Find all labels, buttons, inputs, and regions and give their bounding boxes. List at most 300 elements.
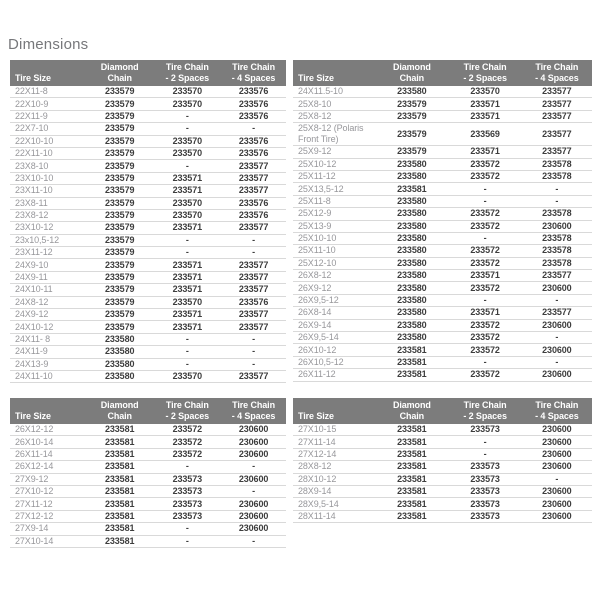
tire-size-cell: 23x10,5-12 — [10, 234, 86, 246]
tire-size-cell: 26X10,5-12 — [293, 356, 375, 368]
table-row — [293, 461, 592, 473]
diamond-chain-cell: 233580 — [86, 346, 154, 358]
tire-chain-4-spaces-cell: 230600 — [522, 485, 592, 497]
tire-chain-4-spaces-cell: 233577 — [221, 160, 286, 172]
tire-chain-2-spaces-cell: 233573 — [448, 424, 521, 436]
column-header-label: Chain — [399, 72, 425, 83]
table-row — [10, 535, 286, 547]
tire-chain-4-spaces-cell: 233576 — [221, 147, 286, 159]
tire-size-cell: 28X9-14 — [293, 485, 375, 497]
column-header-label: Chain — [107, 410, 132, 421]
column-header-label: Chain — [399, 410, 425, 421]
tire-size-cell: 26X9,5-12 — [293, 294, 375, 306]
table-row — [293, 498, 592, 510]
column-header-label: Tire Chain — [232, 400, 275, 410]
diamond-chain-cell: 233581 — [375, 485, 448, 497]
tire-chain-4-spaces-cell: 230600 — [522, 448, 592, 460]
table-row — [10, 259, 286, 271]
tire-chain-2-spaces-cell: 233571 — [448, 98, 521, 110]
tire-chain-4-spaces-cell: 233576 — [221, 110, 286, 122]
column-header-tire-chain-4-spaces — [522, 398, 592, 424]
column-header-label: Diamond — [392, 62, 431, 72]
diamond-chain-cell: 233581 — [375, 436, 448, 448]
tire-chain-4-spaces-cell: - — [221, 461, 286, 473]
diamond-chain-cell: 233580 — [86, 333, 154, 345]
tire-size-cell: 25X12-9 — [293, 208, 375, 220]
table-row — [10, 185, 286, 197]
tire-chain-4-spaces-cell: 233577 — [221, 271, 286, 283]
tire-chain-4-spaces-cell: 233578 — [522, 245, 592, 257]
table-row — [293, 356, 592, 368]
tire-chain-4-spaces-cell: 233578 — [522, 208, 592, 220]
tire-size-cell: 22X11-9 — [10, 110, 86, 122]
column-header-diamond-chain — [375, 398, 448, 424]
tire-chain-2-spaces-cell: 233573 — [448, 485, 521, 497]
tire-chain-4-spaces-cell: - — [522, 473, 592, 485]
tire-size-cell: 24X11-9 — [10, 346, 86, 358]
tire-chain-4-spaces-cell: 230600 — [221, 424, 286, 436]
tire-size-cell: 27X10-12 — [10, 485, 86, 497]
tire-chain-4-spaces-cell: 230600 — [522, 319, 592, 331]
diamond-chain-cell: 233581 — [375, 510, 448, 522]
table-row — [10, 110, 286, 122]
table-row — [293, 220, 592, 232]
tire-chain-2-spaces-cell: 233573 — [448, 461, 521, 473]
tire-chain-2-spaces-cell: 233570 — [154, 135, 222, 147]
tire-chain-2-spaces-cell: 233570 — [154, 147, 222, 159]
table-row — [10, 346, 286, 358]
tire-size-cell: 26X9-14 — [293, 319, 375, 331]
tire-chain-2-spaces-cell: 233572 — [448, 245, 521, 257]
tire-size-cell: 25X11-12 — [293, 170, 375, 182]
diamond-chain-cell: 233580 — [375, 282, 448, 294]
table-row — [293, 257, 592, 269]
tire-size-cell: 22X11-8 — [10, 86, 86, 98]
diamond-chain-cell: 233580 — [375, 232, 448, 244]
diamond-chain-cell: 233579 — [86, 259, 154, 271]
tire-size-cell: 27X11-14 — [293, 436, 375, 448]
diamond-chain-cell: 233581 — [86, 424, 154, 436]
table-row — [10, 485, 286, 497]
diamond-chain-cell: 233579 — [86, 247, 154, 259]
column-header-label: - 4 Spaces — [231, 72, 276, 83]
column-header-tire-chain-4-spaces — [221, 60, 286, 86]
column-header-label: Tire Size — [298, 72, 334, 83]
column-header-label: - 4 Spaces — [535, 72, 579, 83]
diamond-chain-cell: 233579 — [86, 209, 154, 221]
tire-chain-2-spaces-cell: 233571 — [154, 271, 222, 283]
tire-chain-2-spaces-cell: 233571 — [154, 309, 222, 321]
tire-size-cell: 23X10-12 — [10, 222, 86, 234]
tire-size-cell: 27X9-14 — [10, 523, 86, 535]
tire-chain-2-spaces-cell: 233571 — [448, 270, 521, 282]
tire-chain-4-spaces-cell: - — [522, 356, 592, 368]
tire-size-cell: 22X10-9 — [10, 98, 86, 110]
table-row — [293, 436, 592, 448]
tire-chain-4-spaces-cell: 233576 — [221, 209, 286, 221]
table-row — [293, 245, 592, 257]
tire-chain-2-spaces-cell: 233572 — [448, 344, 521, 356]
tire-size-cell: 24X9-12 — [10, 309, 86, 321]
tire-chain-2-spaces-cell: - — [154, 461, 222, 473]
column-header-label: Tire Size — [15, 410, 51, 421]
column-header-label: - 4 Spaces — [231, 410, 276, 421]
tire-size-cell: 26X8-14 — [293, 307, 375, 319]
diamond-chain-cell: 233581 — [375, 461, 448, 473]
table-row — [10, 370, 286, 382]
tire-chain-4-spaces-cell: - — [522, 332, 592, 344]
column-header-label: - 2 Spaces — [165, 410, 210, 421]
column-header-label: Tire Chain — [535, 62, 579, 72]
table-row — [10, 358, 286, 370]
tire-size-cell: 25X10-10 — [293, 232, 375, 244]
column-header-diamond-chain — [86, 60, 154, 86]
tire-chain-4-spaces-cell: 230600 — [522, 510, 592, 522]
tire-chain-2-spaces-cell: - — [448, 294, 521, 306]
table-row — [293, 183, 592, 195]
tire-size-cell: 26X11-14 — [10, 448, 86, 460]
tire-chain-4-spaces-cell: - — [221, 535, 286, 547]
tire-chain-4-spaces-cell: 233577 — [221, 222, 286, 234]
diamond-chain-cell: 233579 — [86, 135, 154, 147]
table-row — [10, 296, 286, 308]
table-row — [293, 110, 592, 122]
diamond-chain-cell: 233581 — [86, 485, 154, 497]
diamond-chain-cell: 233581 — [375, 498, 448, 510]
table-row — [10, 284, 286, 296]
diamond-chain-cell: 233579 — [375, 98, 448, 110]
table-row — [10, 234, 286, 246]
tire-chain-2-spaces-cell: - — [448, 356, 521, 368]
tire-chain-4-spaces-cell: 233577 — [522, 110, 592, 122]
tire-chain-2-spaces-cell: - — [154, 535, 222, 547]
tire-size-cell: 26X10-14 — [10, 436, 86, 448]
column-header-tire-size — [293, 60, 375, 86]
table-row — [10, 172, 286, 184]
tire-chain-4-spaces-cell: - — [221, 123, 286, 135]
table-row — [10, 473, 286, 485]
tire-chain-4-spaces-cell: 233578 — [522, 158, 592, 170]
diamond-chain-cell: 233580 — [375, 270, 448, 282]
table-row — [10, 147, 286, 159]
table-row — [10, 333, 286, 345]
tire-chain-2-spaces-cell: - — [154, 358, 222, 370]
tire-chain-2-spaces-cell: 233572 — [448, 208, 521, 220]
diamond-chain-cell: 233581 — [86, 510, 154, 522]
tire-chain-2-spaces-cell: 233572 — [448, 332, 521, 344]
tire-size-cell: 27X12-12 — [10, 510, 86, 522]
tire-size-cell: 24X10-12 — [10, 321, 86, 333]
tire-size-cell: 27X10-15 — [293, 424, 375, 436]
tire-size-cell: 28X10-12 — [293, 473, 375, 485]
table-row — [10, 461, 286, 473]
tire-chain-2-spaces-cell: - — [448, 183, 521, 195]
tire-size-cell: 26X12-12 — [10, 424, 86, 436]
tire-chain-2-spaces-cell: - — [154, 160, 222, 172]
tire-chain-2-spaces-cell: 233571 — [154, 172, 222, 184]
tire-chain-2-spaces-cell: 233571 — [154, 185, 222, 197]
tire-size-cell: 24X9-10 — [10, 259, 86, 271]
tire-chain-4-spaces-cell: 233576 — [221, 296, 286, 308]
column-header-label: Tire Chain — [463, 62, 507, 72]
tire-chain-2-spaces-cell: 233570 — [154, 296, 222, 308]
table-row — [293, 473, 592, 485]
column-header-label: Tire Chain — [232, 62, 275, 72]
tire-chain-2-spaces-cell: 233571 — [448, 146, 521, 158]
column-header-diamond-chain — [86, 398, 154, 424]
diamond-chain-cell: 233579 — [86, 160, 154, 172]
table-header-row — [293, 60, 592, 86]
diamond-chain-cell: 233580 — [375, 332, 448, 344]
column-header-label: Diamond — [100, 400, 139, 410]
tire-chain-2-spaces-cell: 233573 — [448, 473, 521, 485]
tire-chain-2-spaces-cell: 233570 — [154, 370, 222, 382]
tire-chain-4-spaces-cell: 230600 — [522, 436, 592, 448]
table-row — [10, 424, 286, 436]
tire-size-cell: 24X8-12 — [10, 296, 86, 308]
tire-size-cell: 25X12-10 — [293, 257, 375, 269]
table-row — [10, 247, 286, 259]
tire-size-cell: 24X11-10 — [10, 370, 86, 382]
table-row — [293, 485, 592, 497]
table-row — [293, 282, 592, 294]
diamond-chain-cell: 233579 — [86, 197, 154, 209]
tire-chain-4-spaces-cell: - — [221, 358, 286, 370]
tire-chain-2-spaces-cell: 233572 — [448, 220, 521, 232]
tire-chain-2-spaces-cell: 233572 — [448, 319, 521, 331]
tire-chain-2-spaces-cell: 233571 — [448, 110, 521, 122]
table-row — [10, 123, 286, 135]
table-row — [293, 146, 592, 158]
tire-chain-2-spaces-cell: 233570 — [154, 98, 222, 110]
column-header-label: Tire Chain — [535, 400, 579, 410]
column-header-label: Tire Chain — [165, 62, 209, 72]
tire-chain-4-spaces-cell: 233576 — [221, 197, 286, 209]
tire-size-cell: 24X13-9 — [10, 358, 86, 370]
table-row — [293, 170, 592, 182]
diamond-chain-cell: 233581 — [86, 448, 154, 460]
tire-chain-2-spaces-cell: 233573 — [154, 473, 222, 485]
table-row — [293, 294, 592, 306]
tire-chain-2-spaces-cell: - — [154, 110, 222, 122]
column-header-tire-chain-2-spaces — [448, 398, 521, 424]
tire-size-cell: 26X10-12 — [293, 344, 375, 356]
tire-chain-2-spaces-cell: 233573 — [154, 510, 222, 522]
tire-size-cell: 25X8-12 (Polaris Front Tire) — [293, 123, 375, 146]
table-row — [293, 448, 592, 460]
tire-chain-2-spaces-cell: - — [448, 436, 521, 448]
diamond-chain-cell: 233579 — [86, 123, 154, 135]
table-row — [293, 158, 592, 170]
diamond-chain-cell: 233579 — [86, 296, 154, 308]
tire-size-cell: 24X11- 8 — [10, 333, 86, 345]
tire-chain-4-spaces-cell: 233578 — [522, 170, 592, 182]
tire-chain-4-spaces-cell: 233577 — [221, 284, 286, 296]
column-header-label: Tire Chain — [463, 400, 507, 410]
table-row — [293, 208, 592, 220]
table-header-row — [293, 398, 592, 424]
tire-chain-2-spaces-cell: 233572 — [154, 448, 222, 460]
tire-size-cell: 25X13-9 — [293, 220, 375, 232]
tire-size-cell: 25X10-12 — [293, 158, 375, 170]
tire-size-cell: 26X9-12 — [293, 282, 375, 294]
diamond-chain-cell: 233579 — [86, 321, 154, 333]
table-row — [293, 510, 592, 522]
table-row — [293, 86, 592, 98]
tire-chain-4-spaces-cell: 233576 — [221, 135, 286, 147]
tire-chain-4-spaces-cell: 230600 — [221, 473, 286, 485]
tire-chain-4-spaces-cell: 230600 — [221, 523, 286, 535]
table-row — [10, 510, 286, 522]
tire-size-cell: 26X12-14 — [10, 461, 86, 473]
diamond-chain-cell: 233581 — [375, 448, 448, 460]
table-header-row — [10, 60, 286, 86]
tire-chain-2-spaces-cell: - — [154, 234, 222, 246]
diamond-chain-cell: 233581 — [86, 436, 154, 448]
tire-size-cell: 23X11-10 — [10, 185, 86, 197]
tire-chain-4-spaces-cell: 233577 — [221, 172, 286, 184]
tire-size-cell: 26X8-12 — [293, 270, 375, 282]
tire-chain-4-spaces-cell: 230600 — [522, 369, 592, 381]
table-row — [293, 195, 592, 207]
tire-size-cell: 22X7-10 — [10, 123, 86, 135]
tire-size-cell: 25X13,5-12 — [293, 183, 375, 195]
column-header-label: Tire Chain — [165, 400, 209, 410]
diamond-chain-cell: 233581 — [375, 369, 448, 381]
tire-chain-2-spaces-cell: 233572 — [448, 257, 521, 269]
column-header-label: Tire Size — [15, 72, 51, 83]
diamond-chain-cell: 233581 — [86, 473, 154, 485]
tire-chain-2-spaces-cell: - — [154, 247, 222, 259]
tire-chain-4-spaces-cell: - — [221, 234, 286, 246]
column-header-tire-chain-2-spaces — [448, 60, 521, 86]
tire-chain-2-spaces-cell: - — [448, 195, 521, 207]
tire-size-cell: 25X9-12 — [293, 146, 375, 158]
table-row — [293, 332, 592, 344]
diamond-chain-cell: 233579 — [86, 234, 154, 246]
diamond-chain-cell: 233581 — [86, 523, 154, 535]
diamond-chain-cell: 233579 — [375, 110, 448, 122]
tire-size-cell: 23X8-12 — [10, 209, 86, 221]
table-row — [10, 271, 286, 283]
tire-chain-4-spaces-cell: 233577 — [522, 98, 592, 110]
tire-chain-2-spaces-cell: 233572 — [448, 282, 521, 294]
tire-chain-4-spaces-cell: - — [221, 485, 286, 497]
diamond-chain-cell: 233580 — [375, 86, 448, 98]
column-header-tire-chain-2-spaces — [154, 398, 222, 424]
diamond-chain-cell: 233580 — [375, 158, 448, 170]
diamond-chain-cell: 233580 — [375, 245, 448, 257]
dimensions-table-top-right — [293, 60, 592, 382]
tire-chain-4-spaces-cell: 230600 — [221, 436, 286, 448]
table-row — [10, 498, 286, 510]
diamond-chain-cell: 233579 — [375, 146, 448, 158]
column-header-label: - 2 Spaces — [463, 410, 507, 421]
tire-chain-2-spaces-cell: 233570 — [154, 209, 222, 221]
tire-chain-2-spaces-cell: 233571 — [154, 259, 222, 271]
diamond-chain-cell: 233580 — [375, 170, 448, 182]
tire-size-cell: 25X11-10 — [293, 245, 375, 257]
table-row — [293, 319, 592, 331]
tire-chain-4-spaces-cell: 230600 — [522, 461, 592, 473]
tire-chain-2-spaces-cell: 233570 — [448, 86, 521, 98]
tire-size-cell: 27X11-12 — [10, 498, 86, 510]
column-header-tire-size — [293, 398, 375, 424]
column-header-tire-size — [10, 398, 86, 424]
tire-chain-2-spaces-cell: - — [154, 123, 222, 135]
tire-chain-2-spaces-cell: - — [448, 232, 521, 244]
diamond-chain-cell: 233580 — [375, 257, 448, 269]
table-row — [293, 369, 592, 381]
tire-size-cell: 26X11-12 — [293, 369, 375, 381]
tire-size-cell: 24X10-11 — [10, 284, 86, 296]
diamond-chain-cell: 233579 — [375, 123, 448, 146]
tire-size-cell: 23X11-12 — [10, 247, 86, 259]
tire-chain-2-spaces-cell: 233571 — [154, 321, 222, 333]
page-title: Dimensions — [8, 36, 89, 53]
tire-chain-4-spaces-cell: 233576 — [221, 98, 286, 110]
tire-size-cell: 22X11-10 — [10, 147, 86, 159]
tire-chain-2-spaces-cell: 233573 — [448, 510, 521, 522]
diamond-chain-cell: 233579 — [86, 271, 154, 283]
diamond-chain-cell: 233581 — [375, 183, 448, 195]
column-header-label: Chain — [107, 72, 132, 83]
diamond-chain-cell: 233579 — [86, 86, 154, 98]
column-header-tire-chain-2-spaces — [154, 60, 222, 86]
diamond-chain-cell: 233581 — [86, 498, 154, 510]
tire-chain-2-spaces-cell: 233572 — [448, 158, 521, 170]
table-row — [293, 98, 592, 110]
tire-size-cell: 25X11-8 — [293, 195, 375, 207]
column-header-label: - 2 Spaces — [165, 72, 210, 83]
tire-chain-4-spaces-cell: 233577 — [522, 270, 592, 282]
diamond-chain-cell: 233579 — [86, 185, 154, 197]
diamond-chain-cell: 233580 — [375, 307, 448, 319]
tire-chain-4-spaces-cell: 233577 — [221, 259, 286, 271]
tire-size-cell: 26X9,5-14 — [293, 332, 375, 344]
tire-chain-4-spaces-cell: 233577 — [221, 309, 286, 321]
tire-chain-2-spaces-cell: 233571 — [154, 284, 222, 296]
tire-chain-2-spaces-cell: 233570 — [154, 86, 222, 98]
diamond-chain-cell: 233579 — [86, 172, 154, 184]
tire-chain-2-spaces-cell: 233570 — [154, 197, 222, 209]
table-row — [10, 209, 286, 221]
table-row — [10, 222, 286, 234]
tire-chain-2-spaces-cell: - — [154, 346, 222, 358]
diamond-chain-cell: 233579 — [86, 284, 154, 296]
table-row — [293, 123, 592, 146]
diamond-chain-cell: 233579 — [86, 222, 154, 234]
tire-chain-4-spaces-cell: 230600 — [221, 498, 286, 510]
diamond-chain-cell: 233579 — [86, 309, 154, 321]
tire-size-cell: 25X8-10 — [293, 98, 375, 110]
tire-chain-4-spaces-cell: 233577 — [221, 185, 286, 197]
diamond-chain-cell: 233580 — [375, 220, 448, 232]
dimensions-table-top-left — [10, 60, 286, 383]
tire-chain-2-spaces-cell: 233572 — [448, 369, 521, 381]
table-row — [10, 160, 286, 172]
tire-size-cell: 27X9-12 — [10, 473, 86, 485]
tire-chain-4-spaces-cell: 233578 — [522, 232, 592, 244]
diamond-chain-cell: 233580 — [375, 319, 448, 331]
tire-chain-4-spaces-cell: 233577 — [221, 321, 286, 333]
tire-size-cell: 23X10-10 — [10, 172, 86, 184]
diamond-chain-cell: 233580 — [86, 370, 154, 382]
tire-size-cell: 28X9,5-14 — [293, 498, 375, 510]
tire-size-cell: 24X9-11 — [10, 271, 86, 283]
tire-chain-4-spaces-cell: 230600 — [522, 424, 592, 436]
diamond-chain-cell: 233579 — [86, 98, 154, 110]
